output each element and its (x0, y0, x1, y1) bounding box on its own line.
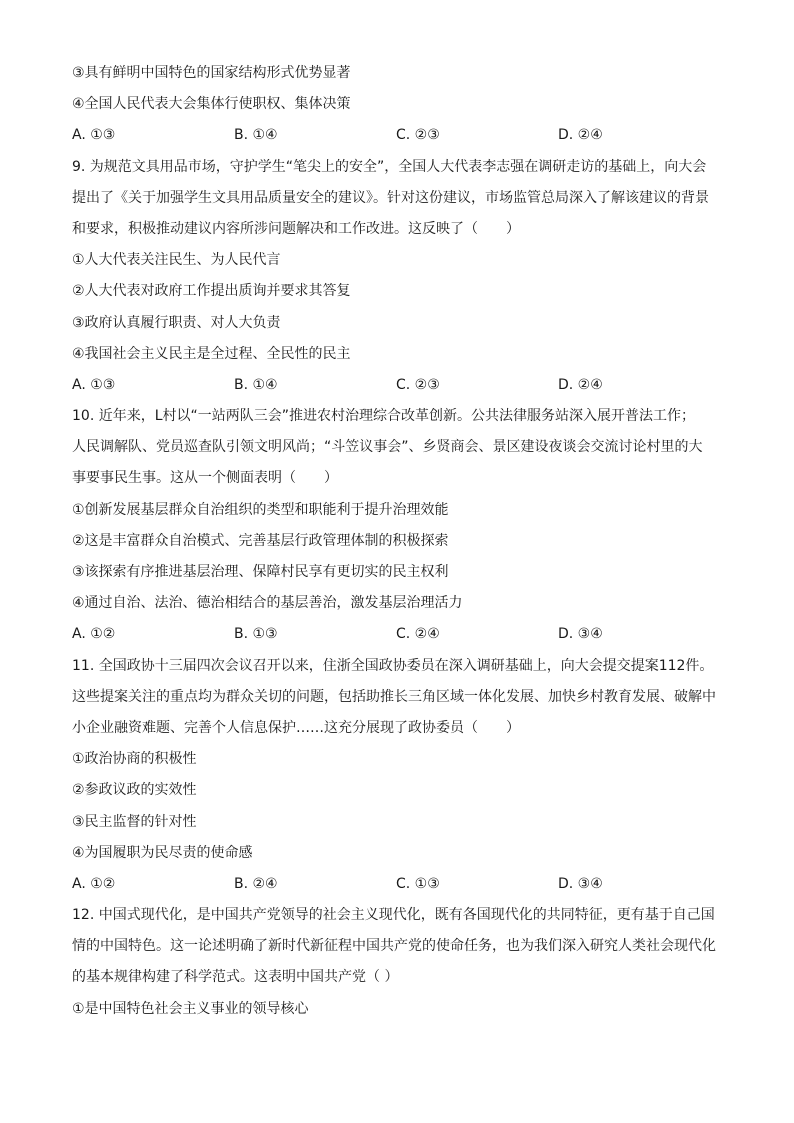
option-b: B. ①④ (234, 376, 278, 393)
statement: ④我国社会主义民主是全过程、全民性的民主 (72, 345, 351, 362)
exam-page (72, 58, 722, 1025)
statement: ④为国履职为民尽责的使命感 (72, 844, 253, 861)
question-stem-line: 10. 近年来，L村以“一站两队三会”推进农村治理综合改革创新。公共法律服务站深入展开普法工作； (72, 408, 696, 425)
options-row (72, 370, 722, 401)
statement: ④全国人民代表大会集体行使职权、集体决策 (72, 96, 351, 113)
option-a: A. ①③ (72, 127, 116, 144)
option-c: C. ①③ (396, 875, 440, 892)
question-stem-line: 9. 为规范文具用品市场，守护学生“笔尖上的安全”，全国人大代表李志强在调研走访的基础上，向大会 (72, 158, 707, 175)
question-stem-line: 和要求，积极推动建议内容所涉问题解决和工作改进。这反映了（ ） (72, 220, 520, 237)
statement: ①政治协商的积极性 (72, 751, 197, 768)
statement: ③民主监督的针对性 (72, 813, 197, 830)
statement: ④通过自治、法治、德治相结合的基层善治，激发基层治理活力 (72, 595, 463, 612)
statement: ②人大代表对政府工作提出质询并要求其答复 (72, 283, 351, 300)
statement: ③政府认真履行职责、对人大负责 (72, 314, 281, 331)
previous-question-tail (72, 58, 722, 152)
option-d: D. ③④ (558, 626, 603, 643)
statement: ③该探索有序推进基层治理、保障村民享有更切实的民主权利 (72, 564, 449, 580)
options-row (72, 619, 722, 650)
question-stem-line: 这些提案关注的重点均为群众关切的问题，包括助推长三角区域一体化发展、加快乡村教育发展、破解中 (72, 688, 716, 705)
question-stem-line: 人民调解队、党员巡查队引领文明风尚；“斗笠议事会”、乡贤商会、景区建设夜谈会交流讨论村里的大 (72, 439, 703, 456)
option-d: D. ②④ (558, 127, 603, 144)
option-b: B. ①③ (234, 626, 278, 643)
question-stem-line: 小企业融资难题、完善个人信息保护……这充分展现了政协委员（ ） (72, 719, 520, 736)
question-stem-line: 12. 中国式现代化，是中国共产党领导的社会主义现代化，既有各国现代化的共同特征，更有基于自己国 (72, 907, 715, 924)
option-b: B. ②④ (234, 875, 278, 892)
option-c: C. ②③ (396, 376, 440, 393)
question-11 (72, 651, 722, 901)
options-row (72, 869, 722, 900)
question-stem-line: 提出了《关于加强学生文具用品质量安全的建议》。针对这份建议，市场监管总局深入了解该建议的背景 (72, 189, 709, 206)
option-a: A. ①② (72, 626, 116, 643)
statement: ①是中国特色社会主义事业的领导核心 (72, 1000, 309, 1017)
question-stem-line: 情的中国特色。这一论述明确了新时代新征程中国共产党的使命任务，也为我们深入研究人类社会现代化 (72, 938, 716, 955)
statement: ②这是丰富群众自治模式、完善基层行政管理体制的积极探索 (72, 532, 449, 549)
question-10 (72, 401, 722, 651)
statement: ①创新发展基层群众自治组织的类型和职能利于提升治理效能 (72, 501, 449, 518)
option-a: A. ①③ (72, 376, 116, 393)
option-d: D. ③④ (558, 875, 603, 892)
option-c: C. ②③ (396, 127, 440, 144)
option-d: D. ②④ (558, 376, 603, 393)
option-b: B. ①④ (234, 127, 278, 144)
statement: ①人大代表关注民生、为人民代言 (72, 252, 281, 269)
option-c: C. ②④ (396, 626, 440, 643)
option-a: A. ①② (72, 875, 116, 892)
question-stem-line: 的基本规律构建了科学范式。这表明中国共产党（ ） (72, 969, 399, 986)
question-stem-line: 11. 全国政协十三届四次会议召开以来，住浙全国政协委员在深入调研基础上，向大会提交提案112件。 (72, 657, 714, 674)
question-9 (72, 152, 722, 402)
question-stem-line: 事要事民生事。这从一个侧面表明（ ） (72, 470, 338, 487)
statement: ②参政议政的实效性 (72, 782, 197, 799)
statement: ③具有鲜明中国特色的国家结构形式优势显著 (72, 65, 351, 81)
options-row (72, 120, 722, 151)
question-12 (72, 900, 722, 1025)
